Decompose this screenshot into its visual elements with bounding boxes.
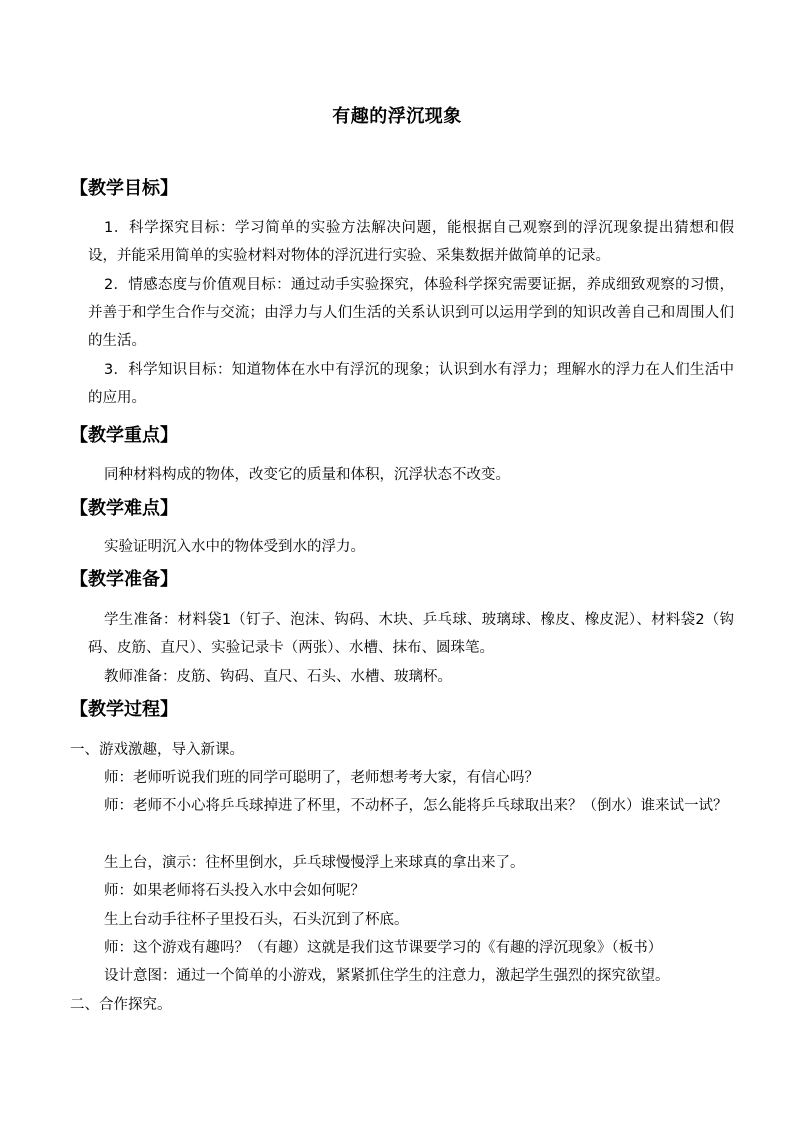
difficulty-text: 实验证明沉入水中的物体受到水的浮力。: [104, 539, 365, 555]
goal-item-3: 3．科学知识目标：知道物体在水中有浮沉的现象；认识到水有浮力；理解水的浮力在人们生活中的应用。: [88, 362, 734, 406]
process-step-1-title: 一、游戏激趣，导入新课。: [70, 742, 244, 758]
process-line-5: 生上台动手往杯子里投石头，石头沉到了杯底。: [104, 912, 409, 928]
goal-item-2: 2．情感态度与价值观目标：通过动手实验探究，体验科学探究需要证据，养成细致观察的习惯，并善于和学生合作与交流；由浮力与人们生活的关系认识到可以运用学到的知识改善自己和周围人们的生活。: [88, 277, 734, 349]
teacher-preparation: 教师准备：皮筋、钩码、直尺、石头、水槽、玻璃杯。: [104, 669, 452, 685]
section-heading-key-point: 【教学重点】: [70, 425, 178, 446]
process-line-6: 师：这个游戏有趣吗？（有趣）这就是我们这节课要学习的《有趣的浮沉现象》（板书）: [104, 940, 663, 956]
section-heading-goals: 【教学目标】: [70, 178, 178, 199]
section-heading-preparation: 【教学准备】: [70, 569, 178, 590]
process-line-2: 师：老师不小心将乒乓球掉进了杯里，不动杯子，怎么能将乒乓球取出来？（倒水）谁来试一试？: [104, 798, 728, 814]
document-title: 有趣的浮沉现象: [332, 106, 462, 127]
process-line-4: 师：如果老师将石头投入水中会如何呢？: [104, 883, 365, 899]
section-heading-process: 【教学过程】: [70, 699, 178, 720]
process-step-2-title: 二、合作探究。: [70, 997, 172, 1013]
section-heading-difficulty: 【教学难点】: [70, 498, 178, 519]
process-line-3: 生上台，演示：往杯里倒水，乒乓球慢慢浮上来球真的拿出来了。: [104, 855, 525, 871]
process-line-1: 师：老师听说我们班的同学可聪明了，老师想考考大家，有信心吗？: [104, 770, 539, 786]
key-point-text: 同种材料构成的物体，改变它的质量和体积，沉浮状态不改变。: [104, 467, 510, 483]
process-line-7: 设计意图：通过一个简单的小游戏，紧紧抓住学生的注意力，激起学生强烈的探究欲望。: [104, 968, 670, 984]
student-preparation: 学生准备：材料袋1（钉子、泡沫、钩码、木块、乒乓球、玻璃球、橡皮、橡皮泥）、材料袋2（钩码、皮筋、直尺）、实验记录卡（两张）、水槽、抹布、圆珠笔。: [88, 612, 734, 656]
goal-item-1: 1．科学探究目标：学习简单的实验方法解决问题，能根据自己观察到的浮沉现象提出猜想和假设，并能采用简单的实验材料对物体的浮沉进行实验、采集数据并做简单的记录。: [88, 220, 734, 264]
